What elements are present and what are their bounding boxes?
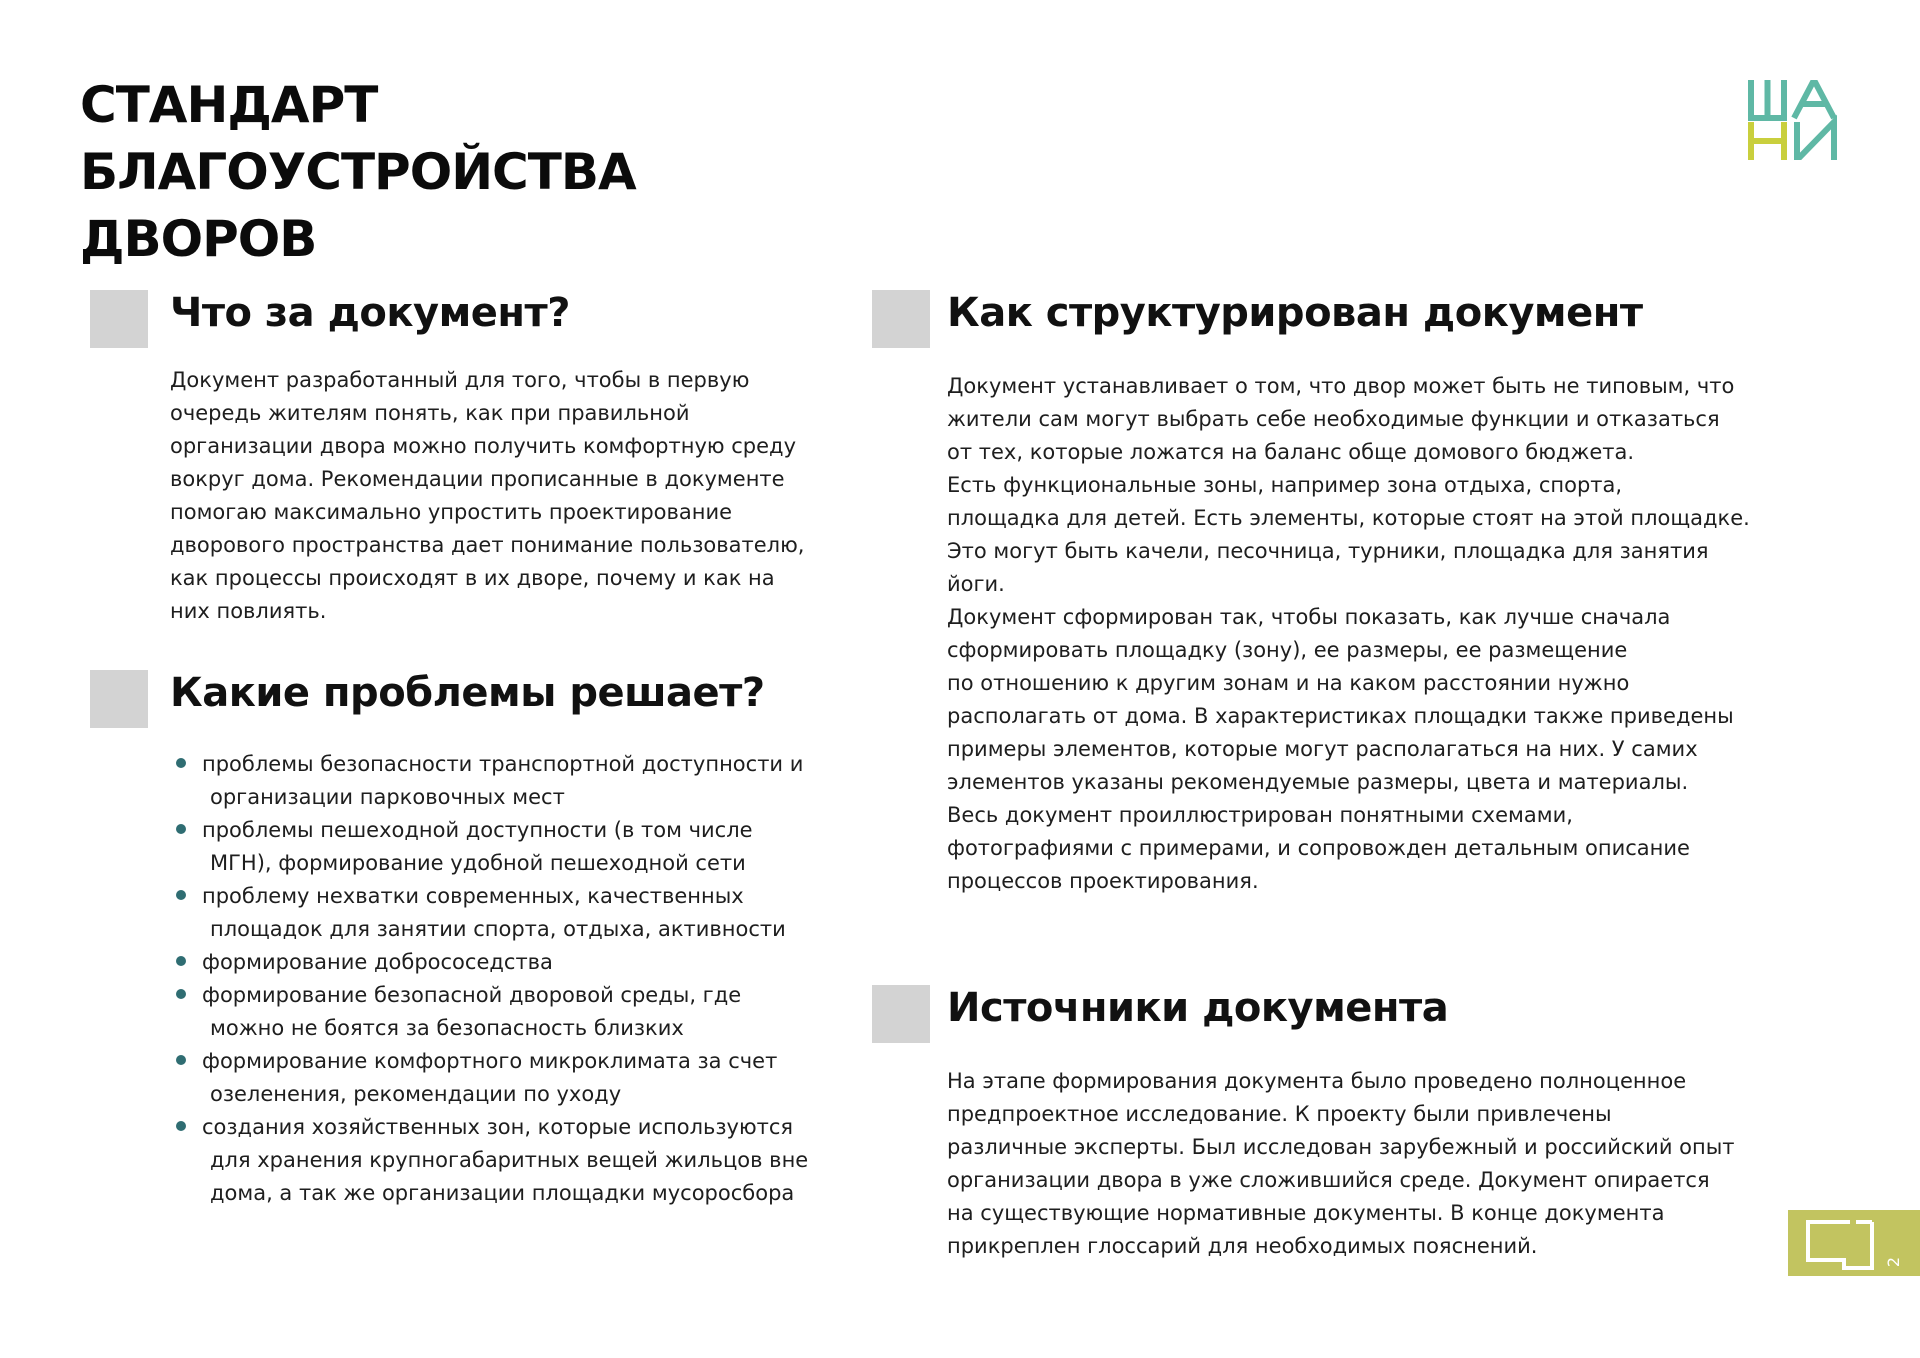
text-line: Документ устанавливает о том, что двор может быть не типовым, что bbox=[947, 374, 1735, 398]
section-what bbox=[90, 290, 830, 630]
page-title bbox=[80, 72, 636, 273]
text-line: йоги. bbox=[947, 572, 1005, 596]
item-line: можно не боятся за безопасность близких bbox=[210, 1016, 684, 1040]
page-number: 2 bbox=[1884, 1256, 1903, 1268]
text-line: очередь жителям понять, как при правильной bbox=[170, 401, 690, 425]
list-item bbox=[172, 1045, 808, 1111]
text-line: жители сам могут выбрать себе необходимые функции и отказаться bbox=[947, 407, 1720, 431]
section-title: Источники документа bbox=[947, 985, 1449, 1031]
section-marker bbox=[90, 290, 148, 348]
title-line: ДВОРОВ bbox=[80, 210, 317, 268]
list-item bbox=[172, 880, 808, 946]
text-line: На этапе формирования документа было проведено полноценное bbox=[947, 1069, 1687, 1093]
text-line: прикреплен глоссарий для необходимых пояснений. bbox=[947, 1234, 1538, 1258]
text-line: располагать от дома. В характеристиках площадки также приведены bbox=[947, 704, 1734, 728]
item-line: формирование комфортного микроклимата за счет bbox=[202, 1049, 778, 1073]
item-line: дома, а так же организации площадки мусоросбора bbox=[210, 1181, 795, 1205]
item-line: проблемы безопасности транспортной доступности и bbox=[202, 752, 804, 776]
text-line: Это могут быть качели, песочница, турники, площадка для занятия bbox=[947, 539, 1709, 563]
item-line: проблему нехватки современных, качественных bbox=[202, 884, 744, 908]
text-line: Документ сформирован так, чтобы показать, как лучше сначала bbox=[947, 605, 1671, 629]
text-line: Документ разработанный для того, чтобы в первую bbox=[170, 368, 750, 392]
text-line: них повлиять. bbox=[170, 599, 327, 623]
text-line: различные эксперты. Был исследован зарубежный и российский опыт bbox=[947, 1135, 1735, 1159]
problem-list bbox=[172, 748, 808, 1210]
item-line: проблемы пешеходной доступности (в том числе bbox=[202, 818, 753, 842]
text-line: как процессы происходят в их дворе, почему и как на bbox=[170, 566, 775, 590]
section-text bbox=[947, 370, 1750, 898]
item-line: озеленения, рекомендации по уходу bbox=[210, 1082, 622, 1106]
text-line: организации двора в уже сложившийся среде. Документ опирается bbox=[947, 1168, 1710, 1192]
text-line: от тех, которые ложатся на баланс обще домового бюджета. bbox=[947, 440, 1635, 464]
item-line: формирование безопасной дворовой среды, где bbox=[202, 983, 742, 1007]
section-marker bbox=[90, 670, 148, 728]
section-text bbox=[947, 1065, 1735, 1263]
text-line: фотографиями с примерами, и сопровожден детальным описание bbox=[947, 836, 1690, 860]
text-line: сформировать площадку (зону), ее размеры, ее размещение bbox=[947, 638, 1628, 662]
text-line: предпроектное исследование. К проекту были привлечены bbox=[947, 1102, 1612, 1126]
section-problems bbox=[90, 670, 830, 1210]
list-item bbox=[172, 1111, 808, 1210]
item-line: площадок для занятии спорта, отдыха, активности bbox=[210, 917, 786, 941]
section-text bbox=[170, 364, 804, 628]
section-title: Какие проблемы решает? bbox=[170, 670, 765, 716]
section-title: Как структурирован документ bbox=[947, 290, 1643, 336]
item-line: формирование добрососедства bbox=[202, 950, 553, 974]
section-marker bbox=[872, 985, 930, 1043]
text-line: организации двора можно получить комфортную среду bbox=[170, 434, 797, 458]
text-line: помогаю максимально упростить проектирование bbox=[170, 500, 733, 524]
text-line: площадка для детей. Есть элементы, которые стоят на этой площадке. bbox=[947, 506, 1750, 530]
list-item bbox=[172, 946, 808, 979]
text-line: вокруг дома. Рекомендации прописанные в документе bbox=[170, 467, 785, 491]
section-title: Что за документ? bbox=[170, 290, 570, 336]
text-line: дворового пространства дает понимание пользователю, bbox=[170, 533, 805, 557]
text-line: по отношению к другим зонам и на каком расстоянии нужно bbox=[947, 671, 1630, 695]
item-line: организации парковочных мест bbox=[210, 785, 565, 809]
shai-logo-icon bbox=[1748, 80, 1840, 160]
title-line: СТАНДАРТ bbox=[80, 76, 378, 134]
section-marker bbox=[872, 290, 930, 348]
section-sources bbox=[872, 985, 1772, 1275]
list-item bbox=[172, 979, 808, 1045]
item-line: МГН), формирование удобной пешеходной сети bbox=[210, 851, 746, 875]
text-line: процессов проектирования. bbox=[947, 869, 1259, 893]
item-line: создания хозяйственных зон, которые используются bbox=[202, 1115, 794, 1139]
text-line: Весь документ проиллюстрирован понятными схемами, bbox=[947, 803, 1573, 827]
list-item bbox=[172, 748, 808, 814]
text-line: Есть функциональные зоны, например зона отдыха, спорта, bbox=[947, 473, 1623, 497]
text-line: на существующие нормативные документы. В конце документа bbox=[947, 1201, 1665, 1225]
text-line: элементов указаны рекомендуемые размеры, цвета и материалы. bbox=[947, 770, 1689, 794]
text-line: примеры элементов, которые могут располагаться на них. У самих bbox=[947, 737, 1698, 761]
list-item bbox=[172, 814, 808, 880]
item-line: для хранения крупногабаритных вещей жильцов вне bbox=[210, 1148, 809, 1172]
title-line: БЛАГОУСТРОЙСТВА bbox=[80, 143, 636, 201]
section-structure bbox=[872, 290, 1772, 910]
